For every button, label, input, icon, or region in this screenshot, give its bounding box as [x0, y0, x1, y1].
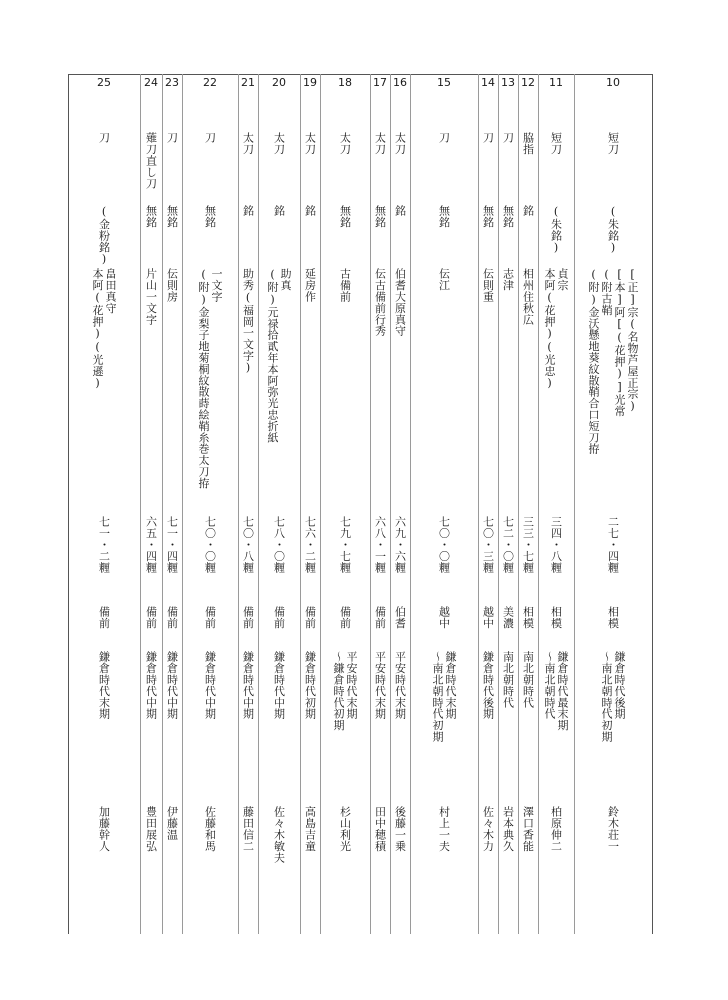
period: 鎌倉時代後期 ～南北朝時代初期: [600, 651, 626, 743]
table-right-border: [652, 74, 653, 934]
sword-name: 一文字 (附)金梨子地菊桐紋散蒔絵鞘糸巻太刀拵: [197, 268, 223, 489]
province: 備前: [203, 606, 217, 629]
sword-name: 古備前: [338, 268, 352, 303]
owner: 佐藤和馬: [203, 806, 217, 852]
signature-type: 無銘: [203, 205, 217, 228]
province: 備前: [165, 606, 179, 629]
sword-name: 畠田真守 本阿(花押)(光遜): [91, 268, 117, 390]
province: 備前: [241, 606, 255, 629]
column-divider: [478, 74, 479, 934]
table-row: [538, 0, 574, 1000]
signature-type: 銘: [303, 205, 317, 217]
blade-length: 七一・二糎: [97, 516, 111, 573]
blade-length: 七九・七糎: [338, 516, 352, 573]
table-row: [182, 0, 238, 1000]
period: 鎌倉時代末期: [97, 651, 111, 720]
sword-type: 刀: [437, 132, 451, 144]
blade-length: 三四・八糎: [549, 516, 563, 573]
entry-number: 14: [481, 76, 495, 89]
blade-length: 七〇・〇糎: [203, 516, 217, 573]
owner: 杉山利光: [338, 806, 352, 852]
sword-name: 延房作: [303, 268, 317, 303]
column-divider: [370, 74, 371, 934]
table-row: [478, 0, 498, 1000]
period: 南北朝時代: [501, 651, 515, 708]
entry-number: 25: [97, 76, 111, 89]
sword-type: 太刀: [338, 132, 352, 155]
table-row: [68, 0, 140, 1000]
period: 鎌倉時代最末期 ～南北朝時代: [543, 651, 569, 731]
signature-type: 銘: [521, 205, 535, 217]
sword-name: 助秀(福岡一文字): [241, 268, 255, 375]
column-divider: [320, 74, 321, 934]
province: 越中: [437, 606, 451, 629]
sword-type: 太刀: [272, 132, 286, 155]
blade-length: 三三・七糎: [521, 516, 535, 573]
owner: 藤田信二: [241, 806, 255, 852]
sword-name: 伯耆大原真守: [393, 268, 407, 337]
period: 鎌倉時代末期 ～南北朝時代初期: [431, 651, 457, 743]
period: 鎌倉時代中期: [241, 651, 255, 720]
blade-length: 七八・〇糎: [272, 516, 286, 573]
owner: 岩本典久: [501, 806, 515, 852]
province: 伯耆: [393, 606, 407, 629]
period: 鎌倉時代後期: [481, 651, 495, 720]
column-divider: [300, 74, 301, 934]
signature-type: 銘: [241, 205, 255, 217]
entry-number: 15: [437, 76, 451, 89]
period: 鎌倉時代中期: [203, 651, 217, 720]
column-divider: [574, 74, 575, 934]
sword-name: 相州住秋広: [521, 268, 535, 325]
owner: 佐々木敏夫: [272, 806, 286, 863]
signature-type: 無銘: [338, 205, 352, 228]
sword-name: [正]宗(名物芦屋正宗) [本]阿[(花押)]光常 (附古鞘 (附)金沃懸地葵紋散鞘合口短刀拵: [587, 268, 639, 455]
table-row: [498, 0, 518, 1000]
period: 鎌倉時代中期: [144, 651, 158, 720]
blade-length: 七六・二糎: [303, 516, 317, 573]
blade-length: 二七・四糎: [606, 516, 620, 573]
entry-number: 11: [549, 76, 563, 89]
signature-type: 銘: [272, 205, 286, 217]
entry-number: 18: [338, 76, 352, 89]
sword-type: 太刀: [393, 132, 407, 155]
column-divider: [238, 74, 239, 934]
table-row: [410, 0, 478, 1000]
period: 平安時代末期: [393, 651, 407, 720]
province: 備前: [303, 606, 317, 629]
entry-number: 24: [144, 76, 158, 89]
owner: 鈴木荘一: [606, 806, 620, 852]
sword-name: 伝江: [437, 268, 451, 291]
blade-length: 七二・〇糎: [501, 516, 515, 573]
blade-length: 七〇・八糎: [241, 516, 255, 573]
province: 相模: [521, 606, 535, 629]
sword-name: 伝則房: [165, 268, 179, 303]
table-row: [140, 0, 162, 1000]
signature-type: 無銘: [437, 205, 451, 228]
province: 相模: [606, 606, 620, 629]
column-divider: [182, 74, 183, 934]
owner: 豊田展弘: [144, 806, 158, 852]
entry-number: 13: [501, 76, 515, 89]
sword-name: 助真 (附)元禄拾貳年本阿弥光忠折紙: [266, 268, 292, 443]
entry-number: 17: [373, 76, 387, 89]
table-row: [370, 0, 390, 1000]
period: 平安時代末期 ～鎌倉時代初期: [332, 651, 358, 731]
signature-type: 無銘: [373, 205, 387, 228]
sword-type: 薙刀直し刀: [144, 132, 158, 189]
signature-type: 無銘: [481, 205, 495, 228]
province: 備前: [338, 606, 352, 629]
entry-number: 10: [606, 76, 620, 89]
sword-type: 刀: [481, 132, 495, 144]
blade-length: 七〇・三糎: [481, 516, 495, 573]
owner: 澤口香能: [521, 806, 535, 852]
column-divider: [258, 74, 259, 934]
sword-type: 太刀: [241, 132, 255, 155]
entry-number: 23: [165, 76, 179, 89]
owner: 伊藤温: [165, 806, 179, 841]
table-row: [258, 0, 300, 1000]
table-row: [518, 0, 538, 1000]
province: 越中: [481, 606, 495, 629]
sword-name: 片山一文字: [144, 268, 158, 325]
sword-type: 太刀: [373, 132, 387, 155]
blade-length: 七〇・〇糎: [437, 516, 451, 573]
entry-number: 16: [393, 76, 407, 89]
signature-type: (金粉銘): [97, 205, 111, 266]
table-row: [162, 0, 182, 1000]
table-row: [238, 0, 258, 1000]
signature-type: 無銘: [165, 205, 179, 228]
sword-type: 太刀: [303, 132, 317, 155]
entry-number: 21: [241, 76, 255, 89]
blade-length: 六八・一糎: [373, 516, 387, 573]
period: 鎌倉時代中期: [165, 651, 179, 720]
sword-name: 伝古備前行秀: [373, 268, 387, 337]
owner: 柏原伸二: [549, 806, 563, 852]
sword-type: 刀: [203, 132, 217, 144]
entry-number: 19: [303, 76, 317, 89]
province: 相模: [549, 606, 563, 629]
signature-type: 無銘: [144, 205, 158, 228]
owner: 村上一夫: [437, 806, 451, 852]
blade-length: 七一・四糎: [165, 516, 179, 573]
blade-length: 六九・六糎: [393, 516, 407, 573]
owner: 後藤一乗: [393, 806, 407, 852]
column-divider: [410, 74, 411, 934]
owner: 田中穂積: [373, 806, 387, 852]
column-divider: [162, 74, 163, 934]
entry-number: 22: [203, 76, 217, 89]
sword-type: 刀: [165, 132, 179, 144]
column-divider: [518, 74, 519, 934]
sword-type: 刀: [97, 132, 111, 144]
province: 備前: [144, 606, 158, 629]
table-row: [390, 0, 410, 1000]
period: 鎌倉時代初期: [303, 651, 317, 720]
sword-type: 短刀: [549, 132, 563, 155]
signature-type: 無銘: [501, 205, 515, 228]
signature-type: (朱銘): [606, 205, 620, 255]
sword-type: 刀: [501, 132, 515, 144]
period: 鎌倉時代中期: [272, 651, 286, 720]
column-divider: [140, 74, 141, 934]
column-divider: [538, 74, 539, 934]
table-row: [320, 0, 370, 1000]
period: 平安時代末期: [373, 651, 387, 720]
province: 備前: [97, 606, 111, 629]
table-row: [574, 0, 652, 1000]
table-row: [300, 0, 320, 1000]
entry-number: 12: [521, 76, 535, 89]
province: 備前: [272, 606, 286, 629]
province: 備前: [373, 606, 387, 629]
owner: 佐々木力: [481, 806, 495, 852]
period: 南北朝時代: [521, 651, 535, 708]
column-divider: [390, 74, 391, 934]
owner: 高島吉童: [303, 806, 317, 852]
sword-name: 貞宗 本阿(花押)(光忠): [543, 268, 569, 390]
sword-type: 短刀: [606, 132, 620, 155]
signature-type: 銘: [393, 205, 407, 217]
sword-type: 脇指: [521, 132, 535, 155]
sword-name: 伝則重: [481, 268, 495, 303]
sword-name: 志津: [501, 268, 515, 291]
owner: 加藤幹人: [97, 806, 111, 852]
column-divider: [498, 74, 499, 934]
entry-number: 20: [272, 76, 286, 89]
signature-type: (朱銘): [549, 205, 563, 255]
blade-length: 六五・四糎: [144, 516, 158, 573]
province: 美濃: [501, 606, 515, 629]
